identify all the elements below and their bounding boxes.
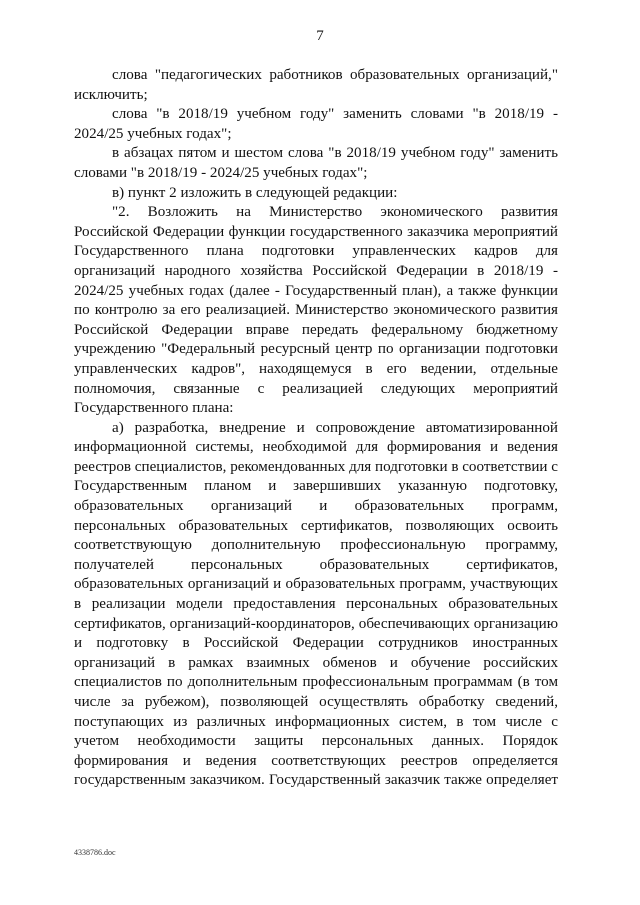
page-number: 7 — [316, 28, 324, 44]
paragraph-subitem-a: а) разработка, внедрение и сопровождение автоматизированной информационной системы, необходимой для формирования и ведения реестров специалистов, рекомендованных для подготовки в соответствии с Государственным планом и завершивших указанную подготовку, образовательных организаций и образовательных программ, персональных образовательных сертификатов, позволяющих освоить соответствующую дополнительную профессиональную программу, получателей персональных образовательных сертификатов, образовательных организаций и образовательных программ, участвующих в реализации модели предоставления персональных образовательных сертификатов, организаций-координаторов, обеспечивающих организацию и подготовку в Российской Федерации сотрудников иностранных организаций в рамках взаимных обменов и обучение российских специалистов по дополнительным профессиональным программам (в том числе за рубежом), позволяющей осуществлять обработку сведений, поступающих из различных информационных систем, в том числе с учетом необходимости защиты персональных данных. Порядок формирования и ведения соответствующих реестров определяется государственным заказчиком. Государственный заказчик также определяет — [74, 419, 558, 789]
footer-file-code: 4338786.doc — [74, 848, 116, 857]
document-body — [74, 66, 558, 791]
paragraph-fifth-sixth: в абзацах пятом и шестом слова "в 2018/19 учебном году" заменить словами "в 2018/19 - 2024/25 учебных годах"; — [74, 145, 558, 181]
paragraph-point-2: "2. Возложить на Министерство экономического развития Российской Федерации функции государственного заказчика мероприятий Государственного плана подготовки управленческих кадров для организаций народного хозяйства Российской Федерации в 2018/19 - 2024/25 учебных годах (далее - Государственный план), а также функции по контролю за его реализацией. Министерство экономического развития Российской Федерации вправе передать федеральному бюджетному учреждению "Федеральный ресурсный центр по организации подготовки управленческих кадров", находящемуся в его ведении, отдельные полномочия, связанные с реализацией следующих мероприятий Государственного плана: — [74, 204, 558, 417]
paragraph-item-v: в) пункт 2 изложить в следующей редакции: — [112, 184, 398, 201]
paragraph-replace-year: слова "в 2018/19 учебном году" заменить словами "в 2018/19 - 2024/25 учебных годах"; — [74, 106, 558, 142]
paragraph-exclude-words: слова "педагогических работников образовательных организаций," исключить; — [74, 67, 558, 103]
